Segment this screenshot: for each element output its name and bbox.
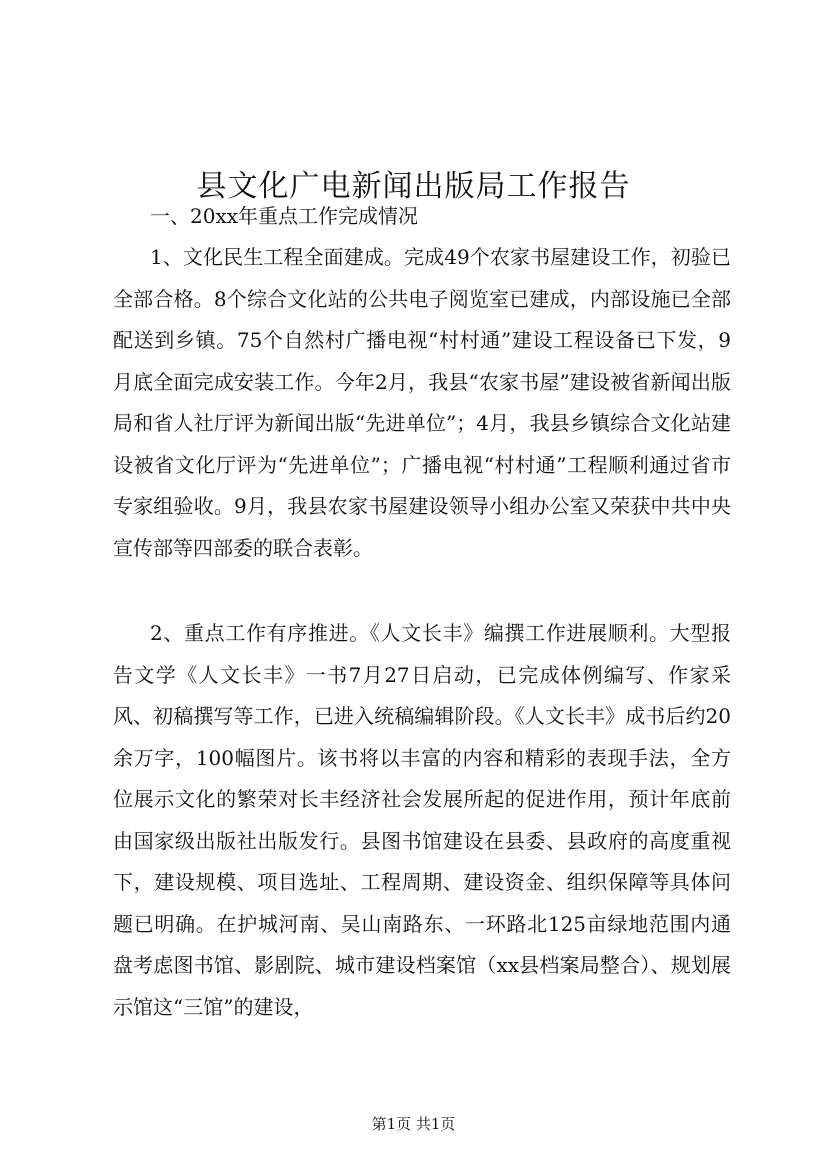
body-paragraph: 1、文化民生工程全面建成。完成49个农家书屋建设工作，初验已全部合格。8个综合文化站的公共电子阅览室已建成，内部设施已全部配送到乡镇。75个自然村广播电视“村村通”建设工程设备已下发，9月底全面完成安装工作。今年2月，我县“农家书屋”建设被省新闻出版局和省人社厅评为新闻出版“先进单位”；4月，我县乡镇综合文化站建设被省文化厅评为“先进单位”；广播电视“村村通”工程顺利通过省市专家组验收。9月，我县农家书屋建设领导小组办公室又荣获中共中央宣传部等四部委的联合表彰。 — [113, 245, 731, 560]
page-footer: 第1页 共1页 — [371, 1115, 456, 1133]
page-title: 县文化广电新闻出版局工作报告 — [196, 169, 631, 205]
section-heading: 一、20xx年重点工作完成情况 — [150, 204, 419, 228]
body-paragraph: 2、重点工作有序推进。《人文长丰》编撰工作进展顺利。大型报告文学《人文长丰》一书7月27日启动，已完成体例编写、作家采风、初稿撰写等工作，已进入统稿编辑阶段。《人文长丰》成书后约20余万字，100幅图片。该书将以丰富的内容和精彩的表现手法，全方位展示文化的繁荣对长丰经济社会发展所起的促进作用，预计年底前由国家级出版社出版发行。县图书馆建设在县委、县政府的高度重视下，建设规模、项目选址、工程周期、建设资金、组织保障等具体问题已明确。在护城河南、吴山南路东、一环路北125亩绿地范围内通盘考虑图书馆、影剧院、城市建设档案馆（xx县档案局整合）、规划展示馆这“三馆”的建设， — [113, 621, 731, 1019]
